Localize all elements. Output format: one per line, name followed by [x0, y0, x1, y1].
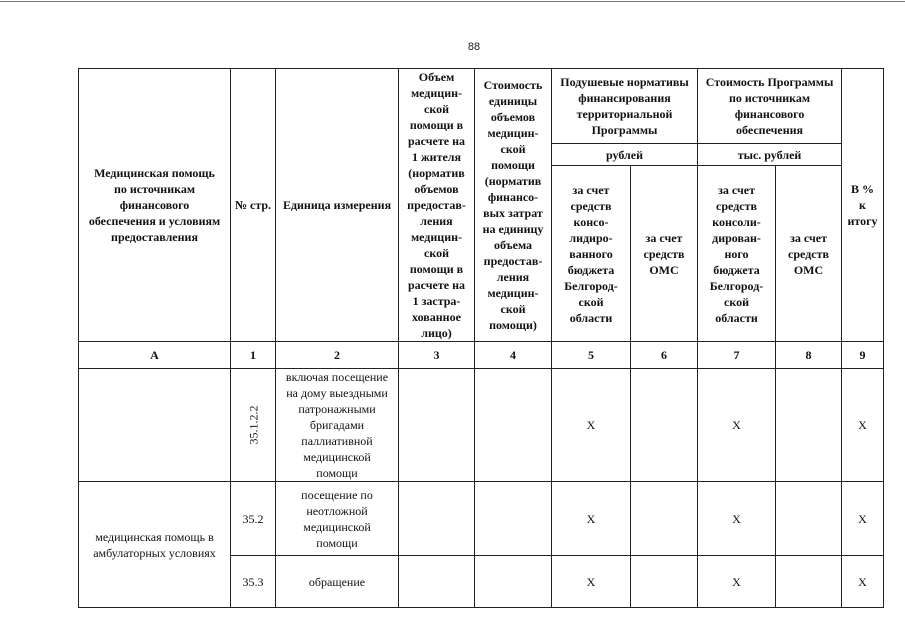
x-mark-col5: Х	[552, 482, 631, 556]
header-regional-budget-norm-line: консо-	[573, 214, 609, 229]
column-number: 8	[776, 342, 842, 369]
header-volume-norm-line: лицо)	[421, 326, 452, 340]
line-number-cell: 35.3	[231, 556, 276, 608]
header-row-top	[79, 69, 884, 144]
header-unit-of-measure	[276, 69, 399, 342]
scan-edge-line	[0, 1, 905, 2]
financing-table	[78, 68, 884, 608]
table-row-35-2	[79, 482, 884, 556]
header-unit-cost-norm-line: вых затрат	[483, 206, 543, 220]
page-number: 88	[467, 41, 481, 53]
unit-cell	[276, 369, 399, 482]
header-oms-cost-line: за счет	[790, 230, 827, 245]
header-unit-cost-norm-line: (норматив	[484, 174, 542, 188]
header-regional-budget-norm-line: Белгород-	[564, 278, 618, 293]
header-oms-cost	[776, 166, 842, 342]
column-number: А	[79, 342, 231, 369]
unit-cell-line: на дому выездными	[286, 386, 388, 400]
header-care-by-source-line: финансового	[119, 198, 190, 212]
x-mark-col9: Х	[842, 556, 884, 608]
header-care-by-source-line: по источникам	[113, 182, 196, 196]
header-regional-budget-cost-line: бюджета	[713, 262, 760, 277]
column-number: 4	[475, 342, 552, 369]
header-unit-cost-norm-line: ской	[500, 302, 526, 316]
header-unit-cost-norm-line: единицы	[488, 94, 538, 108]
header-percent-of-total	[842, 69, 884, 342]
header-regional-budget-norm-line: лидиро-	[569, 230, 613, 245]
header-unit-rubles: рублей	[552, 143, 698, 166]
header-regional-budget-cost-line: Белгород-	[709, 278, 764, 293]
header-regional-budget-norm-line: области	[569, 310, 613, 325]
unit-cell-line: бригадами	[309, 418, 365, 432]
header-unit-cost-norm-line: медицин-	[487, 286, 539, 300]
header-unit-cost-norm	[475, 69, 552, 342]
header-unit-cost-norm-line: помощи	[491, 158, 535, 172]
header-per-capita-norms-line: территориальной	[576, 106, 673, 121]
header-volume-norm-line: медицин-	[410, 230, 463, 244]
header-volume-norm-line: расчете на	[408, 278, 465, 292]
header-unit-cost-norm-line: объема	[493, 238, 533, 252]
header-volume-norm-line: предостав-	[407, 198, 466, 212]
header-per-capita-norms-line: финансирования	[578, 90, 671, 105]
header-regional-budget-cost-line: консоли-	[712, 214, 761, 229]
header-volume-norm-line: медицин-	[410, 86, 463, 100]
header-unit-thousand-rubles: тыс. рублей	[698, 143, 842, 166]
x-mark-col7: Х	[698, 369, 776, 482]
column-number: 1	[231, 342, 276, 369]
empty-cell	[631, 482, 698, 556]
care-type-cell-line: амбулаторных условиях	[93, 545, 216, 560]
header-unit-of-measure-line: Единица измерения	[282, 198, 392, 212]
line-number-cell	[231, 369, 276, 482]
unit-cell-line: медицинской	[303, 450, 371, 464]
header-volume-norm-line: Объем	[418, 70, 455, 84]
header-regional-budget-cost-line: средств	[716, 198, 757, 213]
header-percent-of-total-line: В %	[851, 182, 875, 196]
header-volume-norm-line: объемов	[414, 182, 459, 196]
header-regional-budget-cost-line: дирован-	[712, 230, 761, 245]
header-oms-norm-line: средств	[643, 246, 685, 261]
header-unit-cost-norm-line: Стоимость	[483, 78, 543, 92]
empty-cell	[475, 369, 552, 482]
header-regional-budget-cost-line: области	[715, 310, 758, 325]
header-care-by-source-line: предоставления	[111, 230, 198, 244]
header-program-cost-line: Стоимость Программы	[705, 74, 834, 89]
header-per-capita-norms-line: Программы	[591, 122, 658, 137]
header-unit-cost-norm-line: помощи)	[489, 318, 537, 332]
x-mark-col9: Х	[842, 482, 884, 556]
header-volume-norm-line: хованное	[412, 310, 461, 324]
empty-cell	[631, 556, 698, 608]
x-mark-col5: Х	[552, 369, 631, 482]
line-number-cell: 35.2	[231, 482, 276, 556]
x-mark-col9: Х	[842, 369, 884, 482]
header-unit-cost-norm-line: на единицу	[482, 222, 544, 236]
header-per-capita-norms	[552, 69, 698, 144]
header-unit-cost-norm-line: медицин-	[487, 126, 539, 140]
column-number: 9	[842, 342, 884, 369]
header-care-by-source-line: Медицинская помощь	[94, 166, 215, 180]
header-regional-budget-norm-line: ской	[578, 294, 604, 309]
column-number: 7	[698, 342, 776, 369]
header-unit-cost-norm-line: объемов	[490, 110, 536, 124]
header-program-cost-line: обеспечения	[736, 122, 804, 137]
care-type-cell-empty	[79, 369, 231, 482]
unit-cell-line: помощи	[316, 535, 358, 550]
header-line-number	[231, 69, 276, 342]
empty-cell	[776, 556, 842, 608]
header-percent-of-total-line: к	[859, 198, 866, 212]
header-regional-budget-norm	[552, 166, 631, 342]
header-oms-norm	[631, 166, 698, 342]
unit-cell-line: неотложной	[306, 503, 368, 518]
empty-cell	[776, 482, 842, 556]
header-regional-budget-cost-line: ской	[724, 294, 750, 309]
header-volume-norm-line: помощи в	[409, 118, 464, 132]
unit-cell-line: посещение по	[301, 487, 373, 502]
header-care-by-source	[79, 69, 231, 342]
header-program-cost-line: по источникам	[728, 90, 811, 105]
header-oms-cost-line: средств	[788, 246, 829, 261]
empty-cell	[399, 556, 475, 608]
header-volume-norm-line: помощи в	[409, 262, 464, 276]
unit-cell	[276, 482, 399, 556]
empty-cell	[631, 369, 698, 482]
header-regional-budget-cost	[698, 166, 776, 342]
header-care-by-source-line: обеспечения и условиям	[88, 214, 221, 228]
header-volume-norm-line: ской	[424, 246, 449, 260]
x-mark-col7: Х	[698, 482, 776, 556]
header-program-cost	[698, 69, 842, 144]
empty-cell	[399, 482, 475, 556]
header-program-cost-line: финансового	[734, 106, 805, 121]
column-number: 3	[399, 342, 475, 369]
header-volume-norm-line: 1 жителя	[411, 150, 462, 164]
unit-cell-line: включая посещение	[285, 370, 389, 384]
unit-cell-line: паллиативной	[301, 434, 373, 448]
header-volume-norm-line: (норматив	[408, 166, 465, 180]
empty-cell	[475, 556, 552, 608]
unit-cell	[276, 556, 399, 608]
header-unit-cost-norm-line: ской	[500, 142, 526, 156]
table-row-35-1-2-2	[79, 369, 884, 482]
header-regional-budget-norm-line: бюджета	[567, 262, 615, 277]
header-oms-norm-line: за счет	[645, 230, 683, 245]
header-regional-budget-norm-line: средств	[570, 198, 612, 213]
header-percent-of-total-line: итогу	[847, 214, 878, 228]
header-regional-budget-norm-line: за счет	[572, 182, 610, 197]
empty-cell	[475, 482, 552, 556]
care-type-cell-line: медицинская помощь в	[95, 529, 214, 544]
column-number: 2	[276, 342, 399, 369]
header-oms-cost-line: ОМС	[793, 262, 824, 277]
column-number: 6	[631, 342, 698, 369]
header-regional-budget-cost-line: ного	[724, 246, 749, 261]
unit-cell-line: патронажными	[298, 402, 376, 416]
empty-cell	[399, 369, 475, 482]
column-number-row	[79, 342, 884, 369]
care-type-cell	[79, 482, 231, 608]
header-line-number-line: № стр.	[234, 198, 272, 212]
unit-cell-line: обращение	[308, 574, 366, 589]
line-number-rotated: 35.1.2.2	[246, 405, 260, 445]
header-volume-norm-line: 1 застра-	[412, 294, 461, 308]
header-volume-norm-line: расчете на	[408, 134, 465, 148]
header-regional-budget-cost-line: за счет	[718, 182, 755, 197]
header-volume-norm-line: ления	[420, 214, 453, 228]
header-unit-cost-norm-line: ления	[496, 270, 530, 284]
header-volume-norm-line: ской	[424, 102, 449, 116]
unit-cell-line: помощи	[316, 466, 358, 480]
header-unit-cost-norm-line: предостав-	[483, 254, 543, 268]
unit-cell-line: медицинской	[303, 519, 371, 534]
header-regional-budget-norm-line: ванного	[569, 246, 613, 261]
header-per-capita-norms-line: Подушевые нормативы	[560, 74, 689, 89]
x-mark-col5: Х	[552, 556, 631, 608]
header-unit-cost-norm-line: финансо-	[487, 190, 539, 204]
empty-cell	[776, 369, 842, 482]
column-number: 5	[552, 342, 631, 369]
header-oms-norm-line: ОМС	[649, 262, 679, 277]
x-mark-col7: Х	[698, 556, 776, 608]
header-volume-norm	[399, 69, 475, 342]
